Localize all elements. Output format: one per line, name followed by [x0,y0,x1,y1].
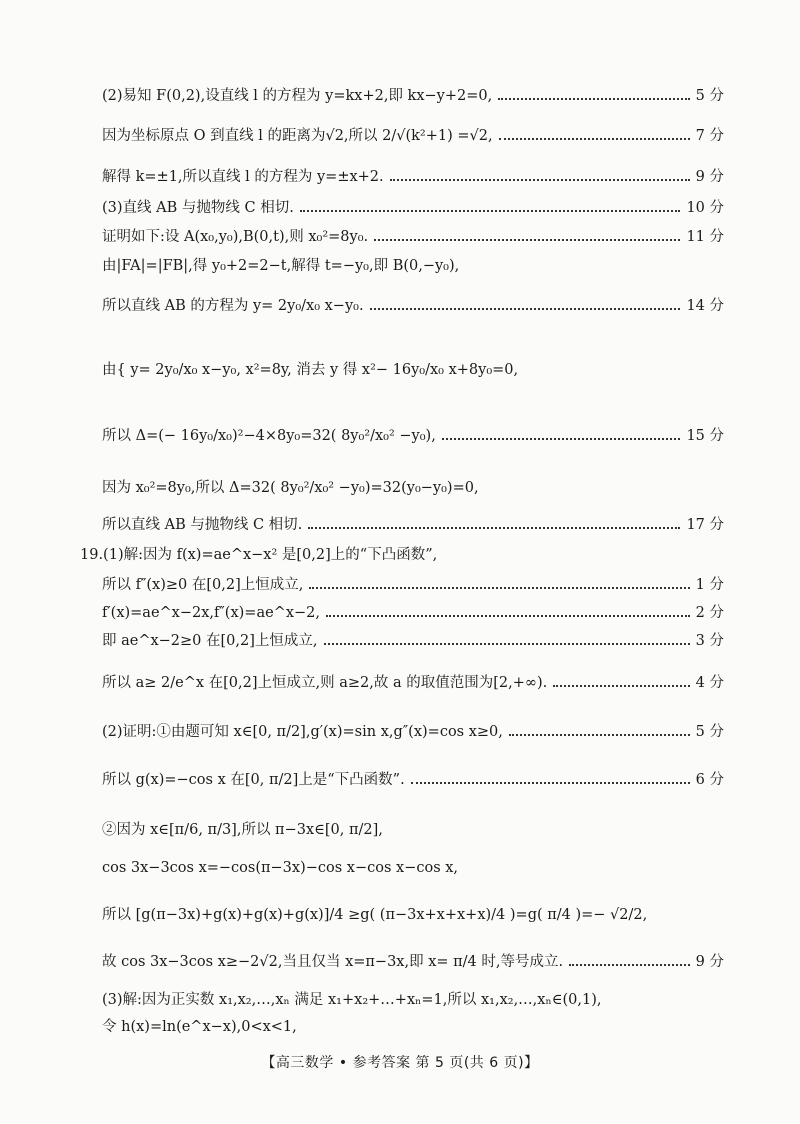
line-17 [102,722,724,742]
line-text: 故 cos 3x−3cos x≥−2√2,当且仅当 x=π−3x,即 x= π/4 时,等号成立. [102,954,564,970]
score: 7 分 [695,128,724,144]
line-text: (3)解:因为正实数 x₁,x₂,…,xₙ 满足 x₁+x₂+…+xₙ=1,所以 x₁,x₂,…,xₙ∈(0,1), [102,992,602,1008]
leader-dots [390,179,690,181]
leader-dots [411,782,690,784]
leader-dots [569,964,690,966]
line-text: (2)证明:①由题可知 x∈[0, π/2],g′(x)=sin x,g″(x)=cos x≥0, [102,724,503,740]
line-2 [102,126,724,146]
line-4 [102,198,724,218]
leader-dots [309,587,689,589]
line-text: 即 ae^x−2≥0 在[0,2]上恒成立, [102,633,318,649]
line-text: f′(x)=ae^x−2x,f″(x)=ae^x−2, [102,605,320,621]
score: 9 分 [695,954,724,970]
line-3 [102,167,724,187]
line-8 [102,360,724,380]
line-text: 解得 k=±1,所以直线 l 的方程为 y=±x+2. [102,169,384,185]
page-footer: 【高三数学 • 参考答案 第 5 页(共 6 页)】 [261,1055,539,1071]
leader-dots [499,138,690,140]
line-text: (2)易知 F(0,2),设直线 l 的方程为 y=kx+2,即 kx−y+2=0, [102,88,493,104]
line-21 [102,905,724,925]
line-text: cos 3x−3cos x=−cos(π−3x)−cos x−cos x−cos x, [102,860,459,876]
line-16 [102,673,724,693]
score: 14 分 [686,298,724,314]
line-text: 令 h(x)=ln(e^x−x),0<x<1, [102,1019,297,1035]
line-text: 19.(1)解:因为 f(x)=ae^x−x² 是[0,2]上的“下凸函数”, [80,547,438,563]
leader-dots [326,615,690,617]
line-10 [102,478,724,498]
leader-dots [324,643,690,645]
line-text: 由|FA|=|FB|,得 y₀+2=2−t,解得 t=−y₀,即 B(0,−y₀), [102,258,460,274]
score: 17 分 [686,517,724,533]
score: 10 分 [686,200,724,216]
line-14 [102,603,724,623]
score: 6 分 [695,772,724,788]
score: 5 分 [695,724,724,740]
line-text: 证明如下:设 A(x₀,y₀),B(0,t),则 x₀²=8y₀. [102,229,369,245]
line-7 [102,296,724,316]
leader-dots [374,239,680,241]
leader-dots [370,308,681,310]
line-18 [102,770,724,790]
line-text: 所以直线 AB 的方程为 y= 2y₀/x₀ x−y₀. [102,298,364,314]
line-15 [102,631,724,651]
line-text: 所以 Δ=(− 16y₀/x₀)²−4×8y₀=32( 8y₀²/x₀² −y₀), [102,428,436,444]
score: 2 分 [695,605,724,621]
line-24 [102,1017,724,1037]
line-text: 由{ y= 2y₀/x₀ x−y₀, x²=8y, 消去 y 得 x²− 16y₀/x₀ x+8y₀=0, [102,362,519,378]
leader-dots [498,98,689,100]
line-1 [102,86,724,106]
score: 5 分 [695,88,724,104]
line-text: 所以 a≥ 2/e^x 在[0,2]上恒成立,则 a≥2,故 a 的取值范围为[2,+∞). [102,675,548,691]
score: 15 分 [686,428,724,444]
score: 9 分 [695,169,724,185]
line-text: ②因为 x∈[π/6, π/3],所以 π−3x∈[0, π/2], [102,822,383,838]
score: 1 分 [695,577,724,593]
line-5 [102,227,724,247]
line-text: 所以直线 AB 与抛物线 C 相切. [102,517,303,533]
line-19 [102,820,724,840]
line-12 [80,545,724,565]
line-text: (3)直线 AB 与抛物线 C 相切. [102,200,294,216]
line-text: 所以 [g(π−3x)+g(x)+g(x)+g(x)]/4 ≥g( (π−3x+x+x+x)/4 )=g( π/4 )=− √2/2, [102,907,648,923]
leader-dots [553,685,689,687]
line-23 [102,990,724,1010]
leader-dots [300,210,681,212]
score: 3 分 [695,633,724,649]
leader-dots [509,734,690,736]
score: 4 分 [695,675,724,691]
line-13 [102,575,724,595]
leader-dots [308,527,680,529]
line-22 [102,952,724,972]
line-11 [102,515,724,535]
leader-dots [442,438,681,440]
line-20 [102,858,724,878]
line-text: 因为 x₀²=8y₀,所以 Δ=32( 8y₀²/x₀² −y₀)=32(y₀−y₀)=0, [102,480,479,496]
line-6 [102,256,724,276]
score: 11 分 [686,229,724,245]
line-text: 所以 f″(x)≥0 在[0,2]上恒成立, [102,577,304,593]
line-text: 所以 g(x)=−cos x 在[0, π/2]上是“下凸函数”. [102,772,405,788]
line-text: 因为坐标原点 O 到直线 l 的距离为√2,所以 2/√(k²+1) =√2, [102,128,493,144]
line-9 [102,426,724,446]
